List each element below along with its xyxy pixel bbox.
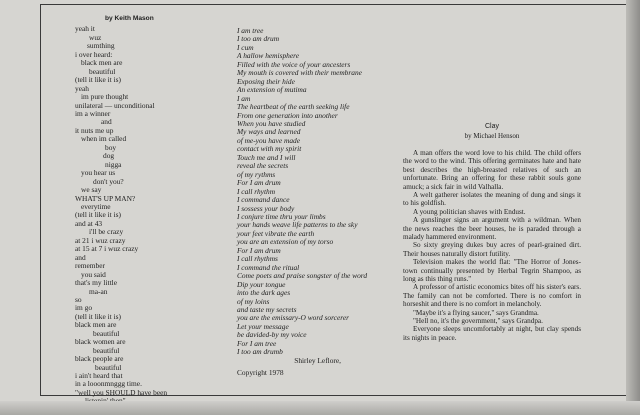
prose-paragraph: A young politician shaves with Endust. <box>413 207 526 216</box>
poem-line: yeah <box>75 83 89 93</box>
poem-line: im a winner <box>75 108 111 118</box>
poem-line: My mouth is covered with their membrane <box>237 68 362 78</box>
poem-line: of me-you have made <box>237 135 301 145</box>
poem-keith-mason <box>73 15 213 414</box>
poem-line: and <box>75 252 86 262</box>
poem-line: When you have studied <box>237 118 306 128</box>
page-bottom-shadow <box>0 401 640 415</box>
poem-line: dog <box>103 151 115 161</box>
poem-line: I cum <box>237 42 254 52</box>
poem-line: sumthing <box>87 41 115 51</box>
poem-line: of my rythms <box>237 169 276 179</box>
prose-paragraph: A professor of artistic economics bites off his sister's ears. The family can not be comforted. There is no comfort in horseshit and there is no comfort in melancholy. <box>403 283 581 309</box>
poem-line: I call rhythms <box>237 254 278 264</box>
poem-line: I too am drumb <box>237 347 283 357</box>
byline-keith-mason: by Keith Mason <box>105 15 154 22</box>
poem-line: ma-an <box>89 286 108 296</box>
poem-line: black men are <box>81 58 123 68</box>
poem-line: wuz <box>89 32 102 42</box>
poem-line: I am tree <box>237 26 264 35</box>
poem-line: (tell it like it is) <box>75 210 121 220</box>
poem-line: For I am drum <box>237 178 281 188</box>
poem-line: yeah it <box>75 24 95 34</box>
prose-paragraph: A man offers the word love to his child. The child offers the word to the wind. This offering germinates hate and hate best describes the high-breasted relatives of such an unfortunate. Bring an offering for these rabbit souls gone amuck; a sick fair in wild Valhalla. <box>403 148 581 191</box>
byline-michael-henson: by Michael Henson <box>464 132 520 141</box>
poem-line: when im called <box>81 134 127 144</box>
poem-line: I command the ritual <box>237 262 300 272</box>
poem-line: black men are <box>75 320 117 330</box>
poem-line: im go <box>75 303 93 313</box>
poem-line: For I am drum <box>237 245 281 255</box>
poem-line: you hear us <box>81 168 116 178</box>
poem-line: remember <box>75 261 105 271</box>
poem-line: The heartbeat of the earth seeking life <box>237 102 350 112</box>
poem-line: I too am drum <box>237 34 280 44</box>
poem-line: that's my little <box>75 278 117 288</box>
poem-line: we say <box>81 185 102 195</box>
poem-line: WHAT'S UP MAN? <box>75 193 136 203</box>
poem-line: Come poets and praise songster of the word <box>237 271 368 281</box>
prose-paragraph: Everyone sleeps uncomfortably at night, but clay spends its nights in peace. <box>403 325 581 342</box>
poem-line: black women are <box>75 337 126 347</box>
poem-line: beautiful <box>93 345 120 355</box>
prose-paragraph: "Maybe it's a flying saucer," says Grandma. <box>413 308 539 317</box>
poem-line: and at 43 <box>75 218 103 228</box>
poem-line: so <box>75 294 82 304</box>
prose-paragraph: A gunslinger signs an argument with a wildman. When the news reaches the beer houses, he is paraded through a malady hammered environment. <box>403 216 581 241</box>
poem-lines <box>73 25 213 414</box>
poem-line: contact with my spirit <box>237 144 302 154</box>
poem-line: I sossess your body <box>237 203 295 213</box>
poem-line: i'll be crazy <box>89 227 124 237</box>
poem-shirley-leflore <box>237 27 387 378</box>
poem-line: it nuts me up <box>75 125 114 135</box>
poem-line: reveal the secrets <box>237 161 289 171</box>
poem-line: (tell it like it is) <box>75 75 121 85</box>
prose-paragraph: "Hell no, it's the government," says Grandpa. <box>413 317 543 326</box>
poem-line: in a looonmnggg time. <box>75 379 142 389</box>
prose-paragraph: A welt gatherer isolates the meaning of dung and sings it to his goldfish. <box>403 190 581 208</box>
poem-line: (tell it like it is) <box>75 311 121 321</box>
poem-line: My ways and learned <box>237 127 301 137</box>
poem-line: An extension of mutima <box>237 85 307 95</box>
poem-line: I call rhythm <box>237 186 276 196</box>
poem-line: Let your message <box>237 321 289 331</box>
poem-lines <box>237 27 387 357</box>
poem-line: into the dark ages <box>237 288 291 298</box>
poem-line: of my loins <box>237 296 270 306</box>
poem-line: black people are <box>75 354 124 364</box>
poem-line: at 15 at 7 i wuz crazy <box>75 244 139 254</box>
poem-line: For I am tree <box>237 338 277 348</box>
poem-line: im pure thought <box>81 92 129 102</box>
poem-line: i over heard: <box>75 49 113 59</box>
poem-line: be davided-by my voice <box>237 330 307 340</box>
poem-line: Exposing their hide <box>237 76 295 86</box>
poem-line: I command dance <box>237 195 290 205</box>
poem-line: i ain't heard that <box>75 371 123 381</box>
poem-line: you said <box>81 269 106 279</box>
prose-clay <box>403 123 581 342</box>
poem-line: at 21 i wuz crazy <box>75 235 126 245</box>
prose-paragraph: So sixty greying dukes buy acres of pearl-grained dirt. Their houses naturally distort futility. <box>403 241 581 258</box>
poem-line: you are an extension of my torso <box>237 237 334 247</box>
poem-line: you are the emissary-O word sorcerer <box>237 313 350 323</box>
poem-line: From one generation into another <box>237 110 338 120</box>
poem-line: Touch me and I will <box>237 152 296 162</box>
poem-line: unilateral — unconditional <box>75 100 155 110</box>
poem-line: don't you? <box>93 176 124 186</box>
signature-shirley-leflore: Shirley Leflore, <box>294 355 341 365</box>
poem-line: Dip your tongue <box>237 279 286 289</box>
poem-line: nigga <box>105 159 122 169</box>
poem-line: beautiful <box>89 66 116 76</box>
poem-line: I conjure time thru your limbs <box>237 211 326 221</box>
poem-line: your hands weave life patterns to the sky <box>237 220 358 230</box>
poem-line: beautiful <box>95 362 122 372</box>
poem-line: everytime <box>81 201 111 211</box>
poem-line: beautiful <box>93 328 120 338</box>
poem-line: "well you SHOULD have been <box>75 387 168 397</box>
poem-line: and taste my secrets <box>237 304 297 314</box>
clay-title: Clay <box>484 123 499 130</box>
prose-paragraphs <box>403 149 581 342</box>
page-spine-shadow <box>626 0 640 415</box>
poem-line: Filled with the voice of your ancesters <box>237 59 351 69</box>
poem-line: I am <box>237 93 251 103</box>
poem-line: A hallow hemisphere <box>237 51 299 61</box>
poem-line: your feet vibrate the earth <box>237 228 315 238</box>
poem-line: boy <box>105 142 117 152</box>
prose-paragraph: Television makes the world flat: "The Horror of Jones-town continually presented by Herbal Tegrin Shampoo, as long as this thing runs." <box>403 258 581 283</box>
copyright-line: Copyright 1978 <box>237 368 284 378</box>
poem-line: and <box>101 117 112 127</box>
